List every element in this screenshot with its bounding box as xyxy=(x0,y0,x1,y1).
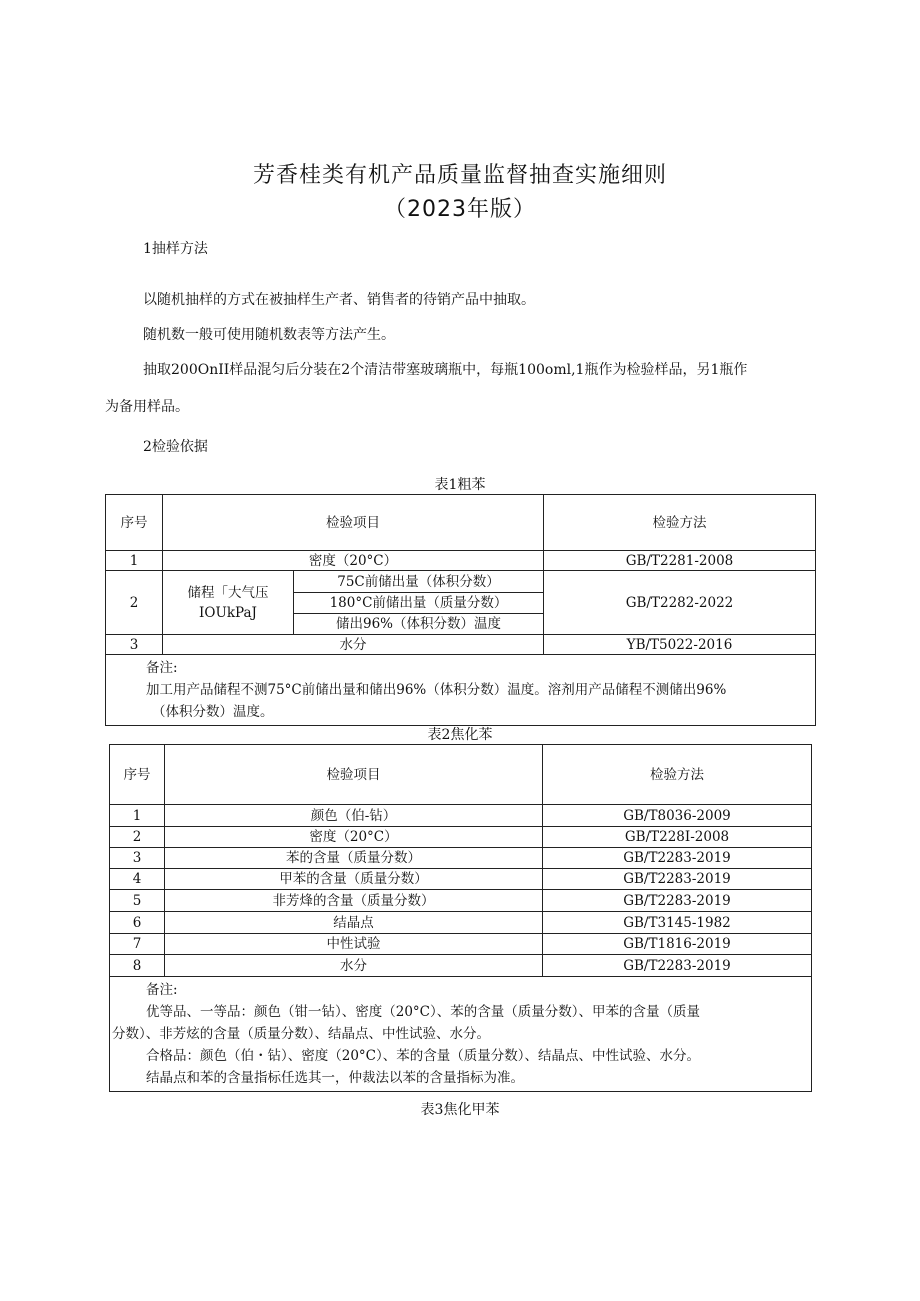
table-row: 3 苯的含量（质量分数） GB/T2283-2019 xyxy=(110,848,812,869)
table2-note xyxy=(110,977,812,1092)
row-subitem: 储出96%（体积分数）温度 xyxy=(294,614,544,635)
note-line: 加工用产品储程不测75°C前储出量和储出96%（体积分数）温度。溶剂用产品储程不测储出96% xyxy=(146,682,727,698)
note-line: 结晶点和苯的含量指标任选其一，仲裁法以苯的含量指标为准。 xyxy=(146,1070,524,1086)
table2-caption: 表2焦化苯 xyxy=(427,727,493,743)
row-no: 1 xyxy=(106,551,163,571)
table-row: 2 密度（20°C） GB/T228I-2008 xyxy=(110,827,812,848)
note-label: 备注: xyxy=(146,982,178,998)
table-row: 6 结晶点 GB/T3145-1982 xyxy=(110,912,812,934)
note-line: 分数）、非芳炫的含量（质量分数）、结晶点、中性试验、水分。 xyxy=(112,1026,490,1042)
row-item: 水分 xyxy=(163,635,544,655)
table2-header-no: 序号 xyxy=(110,745,165,805)
note-line: 合格品：颜色（伯・钻）、密度（20°C）、苯的含量（质量分数）、结晶点、中性试验、水分。 xyxy=(146,1048,701,1064)
note-line: （体积分数）温度。 xyxy=(152,704,274,720)
table3-caption: 表3焦化甲苯 xyxy=(420,1102,500,1118)
table1-header-no: 序号 xyxy=(106,495,163,551)
table-row xyxy=(106,551,816,571)
table1-header-method: 检验方法 xyxy=(544,495,816,551)
table-row: 7 中性试验 GB/T1816-2019 xyxy=(110,934,812,955)
row-subitem: 75C前储出量（体积分数） xyxy=(294,571,544,593)
table-row: 4 甲苯的含量（质量分数） GB/T2283-2019 xyxy=(110,869,812,890)
table1-header-item: 检验项目 xyxy=(163,495,544,551)
paragraph-sample-amount-line2: 为备用样品。 xyxy=(105,399,189,415)
note-line: 优等品、一等品：颜色（钳一钻）、密度（20°C）、苯的含量（质量分数）、甲苯的含量（质量 xyxy=(146,1004,701,1020)
row-item: 密度（20°C） xyxy=(163,551,544,571)
section-2-heading: 2检验依据 xyxy=(143,439,208,455)
table1-crude-benzene xyxy=(105,494,816,726)
row-method: YB/T5022-2016 xyxy=(544,635,816,655)
row-no: 3 xyxy=(106,635,163,655)
document-subtitle: （2023年版） xyxy=(384,197,536,222)
table-row: 8 水分 GB/T2283-2019 xyxy=(110,955,812,977)
row-no: 2 xyxy=(106,571,163,635)
document-title: 芳香桂类有机产品质量监督抽查实施细则 xyxy=(252,163,667,188)
table1-note xyxy=(106,655,816,726)
row-method: GB/T2282-2022 xyxy=(544,571,816,635)
row-method: GB/T2281-2008 xyxy=(544,551,816,571)
row-group-label: 储程「大气压IOUkPaJ xyxy=(163,571,294,635)
paragraph-sample-amount-line1: 抽取200OnII样品混匀后分装在2个清洁带塞玻璃瓶中，每瓶100oml,1瓶作为检验样品，另1瓶作 xyxy=(143,362,748,378)
paragraph-sampling-method: 以随机抽样的方式在被抽样生产者、销售者的待销产品中抽取。 xyxy=(143,292,535,308)
table-row: 5 非芳烽的含量（质量分数） GB/T2283-2019 xyxy=(110,890,812,912)
table2-header-item: 检验项目 xyxy=(165,745,543,805)
paragraph-random-number: 随机数一般可使用随机数表等方法产生。 xyxy=(143,327,395,343)
note-label: 备注: xyxy=(146,660,178,676)
table-row xyxy=(106,571,816,593)
section-1-heading: 1抽样方法 xyxy=(143,241,208,257)
row-subitem: 180°C前储出量（质量分数） xyxy=(294,593,544,614)
table-row xyxy=(106,635,816,655)
table2-coking-benzene xyxy=(109,744,812,1092)
table1-caption: 表1粗苯 xyxy=(434,477,486,493)
table-row: 1 颜色（伯-钻） GB/T8036-2009 xyxy=(110,805,812,827)
table2-header-method: 检验方法 xyxy=(543,745,812,805)
